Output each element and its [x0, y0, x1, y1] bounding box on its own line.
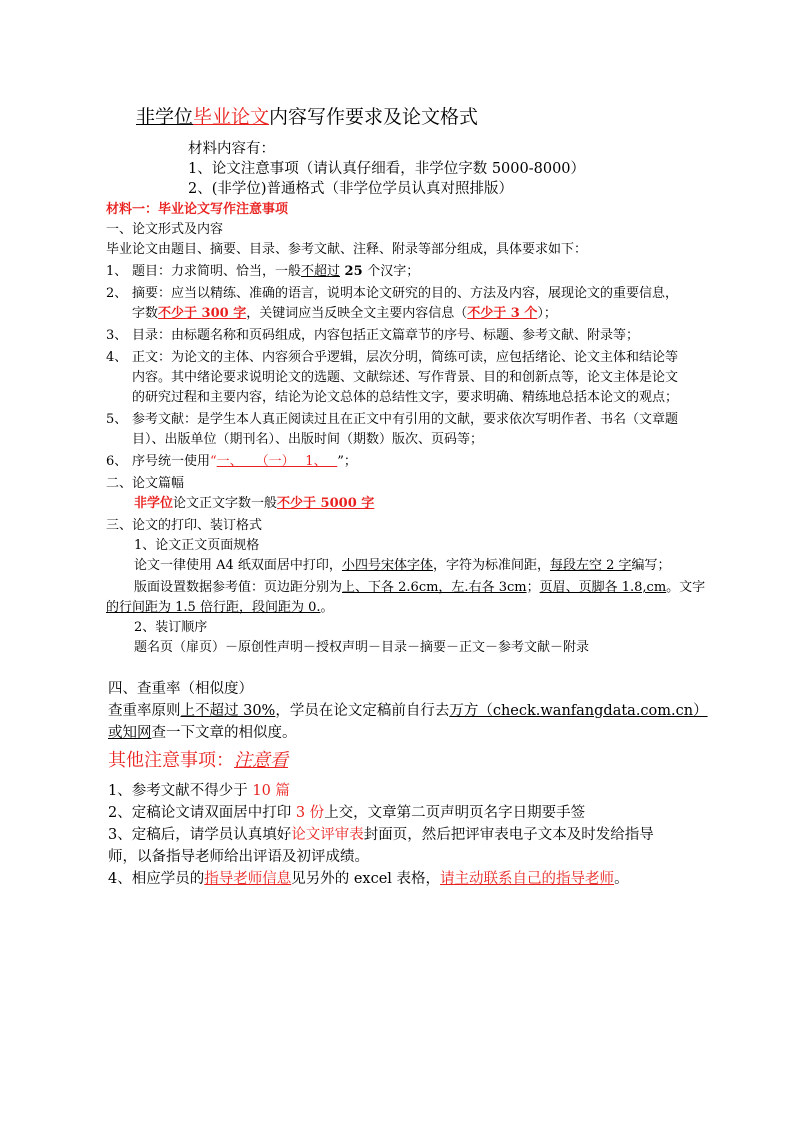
section-1-intro: 毕业论文由题目、摘要、目录、参考文献、注释、附录等部分组成，具体要求如下： — [106, 242, 588, 257]
page-spec-line-2: 版面设置数据参考值：页边距分别为上、下各 2.6cm，左.右各 3cm；页眉、页脚各 1.8,cm。文字 — [134, 580, 706, 595]
note-1: 1、参考文献不得少于 10 篇 — [108, 783, 290, 799]
plagiarism-rule-line-1: 查重率原则上不超过 30%，学员在论文定稿前自行去万方（check.wanfangdata.com.cn） — [108, 703, 708, 719]
list-item-abstract-rule: 2、 摘要：应当以精练、准确的语言，说明本论文研究的目的、方法及内容，展现论文的重要信息， — [106, 286, 679, 301]
materials-item-1: 1、论文注意事项（请认真仔细看，非学位字数 5000-8000） — [188, 161, 586, 177]
list-item-abstract-rule-cont: 字数不少于 300 字，关键词应当反映全文主要内容信息（不少于 3 个）； — [132, 306, 557, 321]
material-one-title: 材料一：毕业论文写作注意事项 — [106, 202, 289, 217]
list-item-numbering-rule: 6、 序号统一使用“一、 （一） 1、 ”； — [106, 454, 357, 469]
subsection-page-spec: 1、论文正文页面规格 — [134, 538, 260, 553]
list-item-toc-rule: 3、 目录：由标题名称和页码组成，内容包括正文篇章节的序号、标题、参考文献、附录等； — [106, 328, 640, 343]
plagiarism-rule-line-2: 或知网查一下文章的相似度。 — [108, 725, 297, 741]
list-item-body-rule-cont: 的研究过程和主要内容，结论为论文总体的总结性文字，要求明确、精练地总括本论文的观点； — [132, 390, 679, 405]
list-item-body-rule-cont: 内容。其中绪论要求说明论文的选题、文献综述、写作背景、目的和创新点等，论文主体是论文 — [132, 370, 679, 385]
page-spec-line-3: 的行间距为 1.5 倍行距，段间距为 0.。 — [106, 600, 334, 615]
note-3: 3、定稿后，请学员认真填好论文评审表封面页，然后把评审表电子文本及时发给指导 — [108, 827, 654, 843]
materials-item-2: 2、(非学位)普通格式（非学位学员认真对照排版） — [188, 181, 514, 197]
section-1-heading: 一、论文形式及内容 — [106, 222, 224, 237]
word-count-requirement: 非学位论文正文字数一般不少于 5000 字 — [134, 496, 375, 511]
list-item-title-rule: 1、 题目：力求简明、恰当，一般不超过 25 个汉字； — [106, 264, 420, 279]
list-item-reference-rule-cont: 目）、出版单位（期刊名）、出版时间（期数）版次、页码等； — [132, 432, 484, 447]
subsection-binding-order: 2、装订顺序 — [134, 620, 208, 635]
note-3-cont: 师，以备指导老师给出评语及初评成绩。 — [108, 849, 369, 865]
list-item-body-rule: 4、 正文：为论文的主体、内容须合乎逻辑，层次分明，简练可读，应包括绪论、论文主体和结论等 — [106, 350, 679, 365]
list-item-reference-rule: 5、 参考文献：是学生本人真正阅读过且在正文中有引用的文献，要求依次写明作者、书名（文章题 — [106, 412, 679, 427]
note-2: 2、定稿论文请双面居中打印 3 份上交，文章第二页声明页名字日期要手签 — [108, 805, 586, 821]
section-4-heading: 四、查重率（相似度） — [108, 681, 253, 697]
binding-order: 题名页（扉页）－原创性声明－授权声明－目录－摘要－正文－参考文献－附录 — [134, 640, 590, 655]
note-4: 4、相应学员的指导老师信息见另外的 excel 表格，请主动联系自己的指导老师。 — [108, 871, 629, 887]
page-spec-line-1: 论文一律使用 A4 纸双面居中打印，小四号宋体字体，字符为标准间距，每段左空 2 字编写； — [134, 558, 671, 573]
materials-heading: 材料内容有： — [188, 141, 275, 157]
section-2-heading: 二、论文篇幅 — [106, 476, 185, 491]
page-title: 非学位毕业论文内容写作要求及论文格式 — [136, 106, 479, 128]
other-notes-heading: 其他注意事项：注意看 — [108, 750, 288, 771]
section-3-heading: 三、论文的打印、装订格式 — [106, 518, 263, 533]
